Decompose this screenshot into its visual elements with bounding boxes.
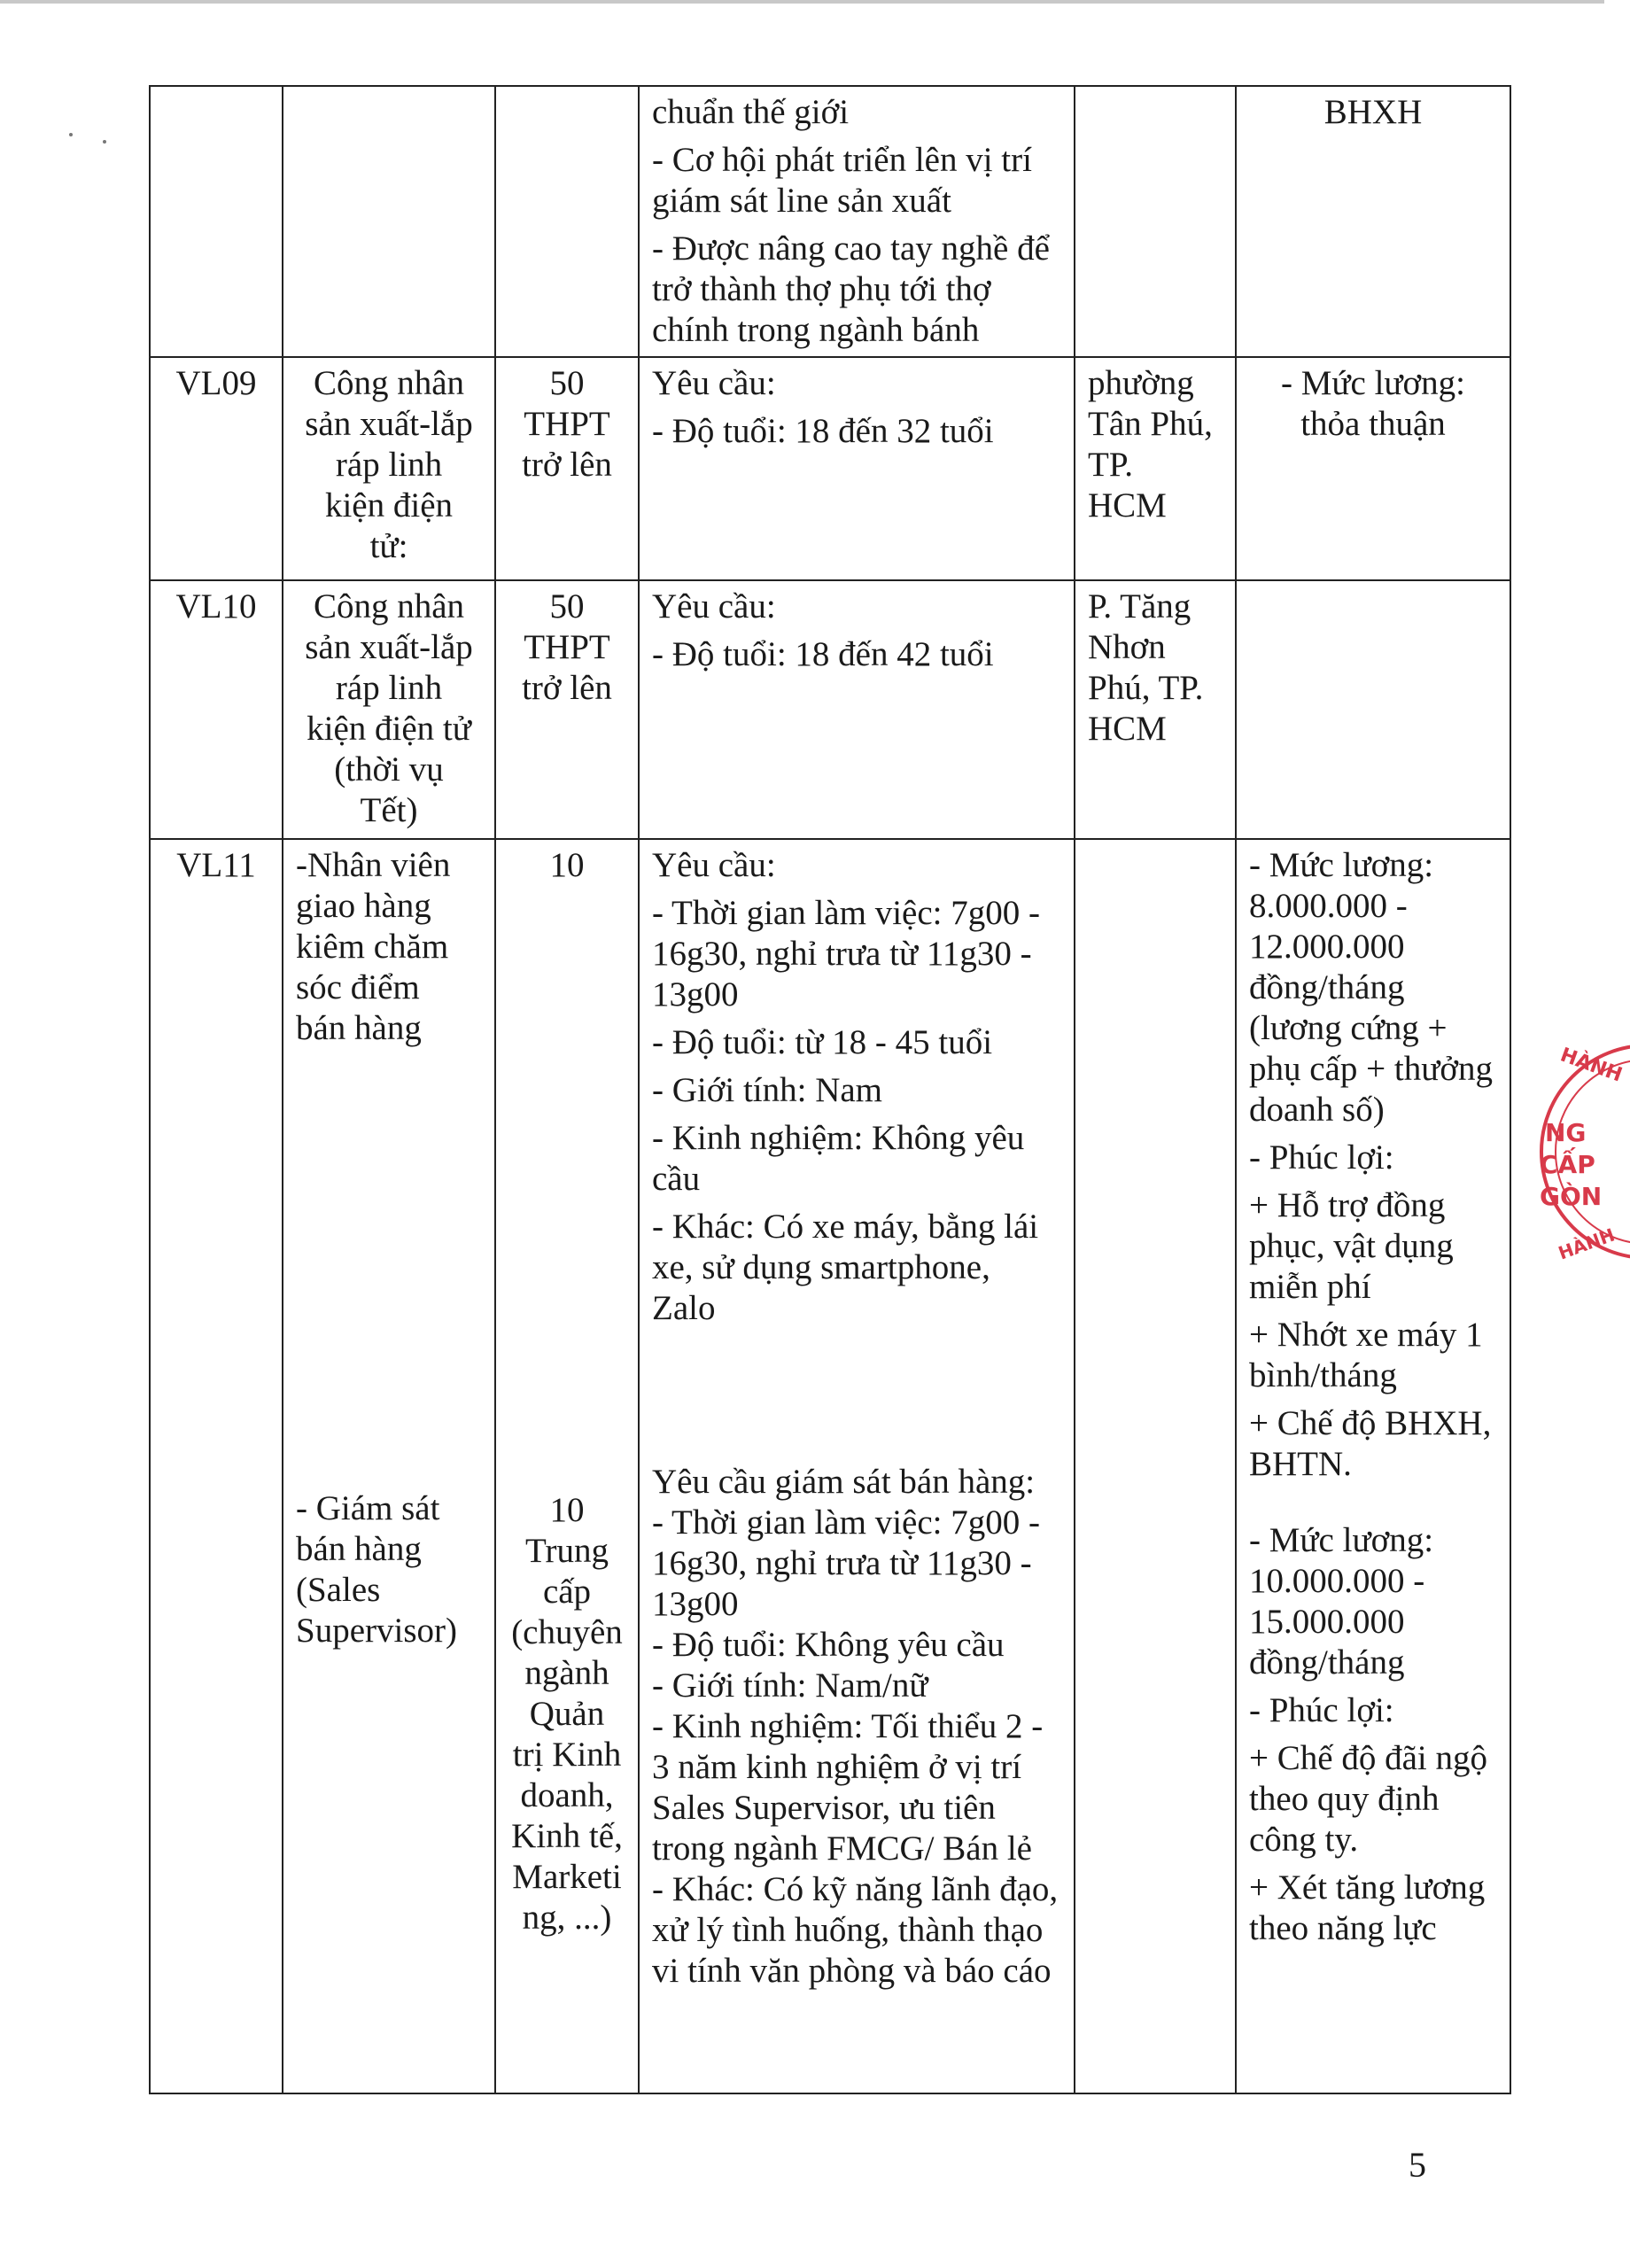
quantity-text: 50 — [549, 364, 585, 402]
job-code-cell — [150, 86, 283, 357]
location-text: TP. — [1088, 446, 1133, 484]
job-code: VL09 — [175, 364, 257, 402]
position-cell — [283, 580, 495, 839]
position-text: bán hàng — [296, 1009, 422, 1047]
benefit-text: - Phúc lợi: — [1249, 1691, 1394, 1729]
job-code-cell — [150, 839, 283, 2093]
quantity-cell — [495, 86, 639, 357]
requirement-text: - Độ tuổi: từ 18 - 45 tuổi — [652, 1023, 993, 1061]
position-text: bán hàng — [296, 1530, 422, 1568]
position-text: sóc điểm — [296, 968, 420, 1006]
position-text: kiện điện — [324, 486, 454, 524]
spacer — [508, 886, 625, 1490]
location-cell — [1075, 357, 1236, 580]
stamp-text: NG — [1545, 1118, 1587, 1147]
benefit-text: - Mức lương: 8.000.000 - 12.000.000 đồng/tháng (lương cứng + phụ cấp + thưởng doanh số) — [1249, 846, 1493, 1129]
benefit-text: thỏa thuận — [1300, 405, 1446, 443]
quantity-text: ng, ...) — [522, 1899, 612, 1937]
spacer — [652, 1329, 1061, 1462]
scan-speck — [69, 133, 73, 136]
quantity-text: Kinh tế, — [511, 1817, 623, 1855]
quantity-text: Marketi — [512, 1858, 622, 1896]
table-row — [150, 86, 1510, 357]
location-cell — [1075, 86, 1236, 357]
scan-speck — [103, 140, 106, 144]
position-text: Công nhân — [313, 587, 465, 625]
quantity-cell — [495, 357, 639, 580]
requirement-text: - Cơ hội phát triển lên vị trí giám sát line sản xuất — [652, 141, 1032, 220]
quantity-text: Trung — [525, 1532, 609, 1570]
quantity-text: cấp — [542, 1573, 592, 1611]
position-text: sản xuất-lắp — [305, 405, 473, 443]
scan-top-edge — [0, 0, 1604, 4]
position-text: ráp linh — [335, 446, 443, 484]
location-text: HCM — [1088, 486, 1167, 524]
position-text: (thời vụ — [334, 750, 444, 788]
requirements-cell — [639, 839, 1075, 2093]
requirement-text: - Độ tuổi: Không yêu cầu — [652, 1626, 1005, 1664]
requirement-text: - Được nâng cao tay nghề để trở thành thợ phụ tới thợ chính trong ngành bánh — [652, 229, 1050, 349]
quantity-cell — [495, 580, 639, 839]
quantity-text: ngành — [524, 1654, 609, 1692]
benefit-text: - Mức lương: 10.000.000 - 15.000.000 đồng/tháng — [1249, 1521, 1434, 1682]
benefit-text: + Chế độ BHXH, BHTN. — [1249, 1404, 1492, 1483]
location-text: Tân Phú, — [1088, 405, 1213, 443]
location-text: P. Tăng — [1088, 587, 1191, 625]
requirement-text: Yêu cầu: — [652, 587, 776, 625]
position-cell — [283, 839, 495, 2093]
position-cell — [283, 357, 495, 580]
quantity-text: THPT — [524, 628, 610, 666]
requirements-cell — [639, 580, 1075, 839]
requirements-cell — [639, 357, 1075, 580]
job-code-cell — [150, 580, 283, 839]
job-code: VL11 — [176, 846, 256, 884]
benefits-cell — [1236, 580, 1510, 839]
position-text: Công nhân — [313, 364, 465, 402]
stamp-text: HÀNH — [1555, 1223, 1618, 1264]
requirement-text: - Độ tuổi: 18 đến 42 tuổi — [652, 635, 994, 673]
table-row — [150, 839, 1510, 2093]
location-text: HCM — [1088, 710, 1167, 748]
requirement-text: - Khác: Có xe máy, bằng lái xe, sử dụng smartphone, Zalo — [652, 1208, 1039, 1327]
position-text: Supervisor) — [296, 1612, 457, 1650]
requirement-text: - Kinh nghiệm: Không yêu cầu — [652, 1119, 1025, 1198]
job-code: VL10 — [175, 587, 257, 625]
job-listing-table — [149, 85, 1511, 2094]
spacer — [296, 1049, 482, 1488]
table-row — [150, 580, 1510, 839]
quantity-text: doanh, — [520, 1776, 614, 1814]
benefits-cell — [1236, 86, 1510, 357]
quantity-text: Quản — [529, 1695, 605, 1733]
benefit-text: + Chế độ đãi ngộ theo quy định công ty. — [1249, 1739, 1487, 1859]
quantity-text: trở lên — [522, 669, 612, 707]
spacer — [1249, 1485, 1497, 1520]
document-page — [149, 85, 1510, 2094]
position-text: kiêm chăm — [296, 928, 449, 966]
location-text: Nhơn — [1088, 628, 1166, 666]
quantity-text: 50 — [549, 587, 585, 625]
requirement-text: - Thời gian làm việc: 7g00 - 16g30, nghỉ trưa từ 11g30 - 13g00 — [652, 1503, 1040, 1623]
stamp-text: GÒN — [1540, 1182, 1603, 1211]
requirement-text: Yêu cầu giám sát bán hàng: — [652, 1463, 1036, 1501]
job-code-cell — [150, 357, 283, 580]
requirement-text: - Giới tính: Nam/nữ — [652, 1666, 928, 1705]
benefit-text: + Nhớt xe máy 1 bình/tháng — [1249, 1316, 1483, 1394]
stamp-text: CẤP — [1540, 1150, 1595, 1179]
requirement-text: - Thời gian làm việc: 7g00 - 16g30, nghỉ trưa từ 11g30 - 13g00 — [652, 894, 1040, 1014]
position-text: Tết) — [360, 791, 418, 829]
requirements-cell — [639, 86, 1075, 357]
position-text: -Nhân viên — [296, 846, 451, 884]
stamp-text: HÀNH — [1556, 1044, 1626, 1087]
position-text: giao hàng — [296, 887, 431, 925]
requirement-text: chuẩn thế giới — [652, 93, 850, 131]
benefit-text: + Xét tăng lương theo năng lực — [1249, 1868, 1486, 1947]
position-text: ráp linh — [335, 669, 443, 707]
page-number: 5 — [1409, 2145, 1426, 2185]
position-text: sản xuất-lắp — [305, 628, 473, 666]
benefits-cell — [1236, 839, 1510, 2093]
quantity-text: trị Kinh — [512, 1736, 622, 1774]
quantity-cell — [495, 839, 639, 2093]
quantity-text: 10 — [549, 846, 585, 884]
benefits-cell — [1236, 357, 1510, 580]
location-text: Phú, TP. — [1088, 669, 1204, 707]
position-text: tử: — [369, 527, 408, 565]
position-cell — [283, 86, 495, 357]
requirement-text: Yêu cầu: — [652, 846, 776, 884]
requirement-text: Yêu cầu: — [652, 364, 776, 402]
benefit-text: + Hỗ trợ đồng phục, vật dụng miễn phí — [1249, 1186, 1454, 1306]
location-cell — [1075, 580, 1236, 839]
location-text: phường — [1088, 364, 1194, 402]
location-cell — [1075, 839, 1236, 2093]
quantity-text: (chuyên — [511, 1613, 623, 1651]
quantity-text: THPT — [524, 405, 610, 443]
benefit-text: - Mức lương: — [1280, 364, 1466, 402]
quantity-text: trở lên — [522, 446, 612, 484]
position-text: kiện điện tử — [307, 710, 471, 748]
position-text: - Giám sát — [296, 1489, 440, 1527]
quantity-text: 10 — [549, 1491, 585, 1529]
official-stamp — [1533, 1037, 1630, 1267]
requirement-text: - Khác: Có kỹ năng lãnh đạo, xử lý tình huống, thành thạo vi tính văn phòng và báo cáo — [652, 1870, 1059, 1990]
position-text: (Sales — [296, 1571, 381, 1609]
benefit-text: BHXH — [1323, 93, 1423, 131]
requirement-text: - Độ tuổi: 18 đến 32 tuổi — [652, 412, 994, 450]
benefit-text: - Phúc lợi: — [1249, 1138, 1394, 1177]
requirement-text: - Giới tính: Nam — [652, 1071, 883, 1109]
requirement-text: - Kinh nghiệm: Tối thiểu 2 - 3 năm kinh nghiệm ở vị trí Sales Supervisor, ưu tiên trong ngành FMCG/ Bán lẻ — [652, 1707, 1044, 1868]
table-row — [150, 357, 1510, 580]
